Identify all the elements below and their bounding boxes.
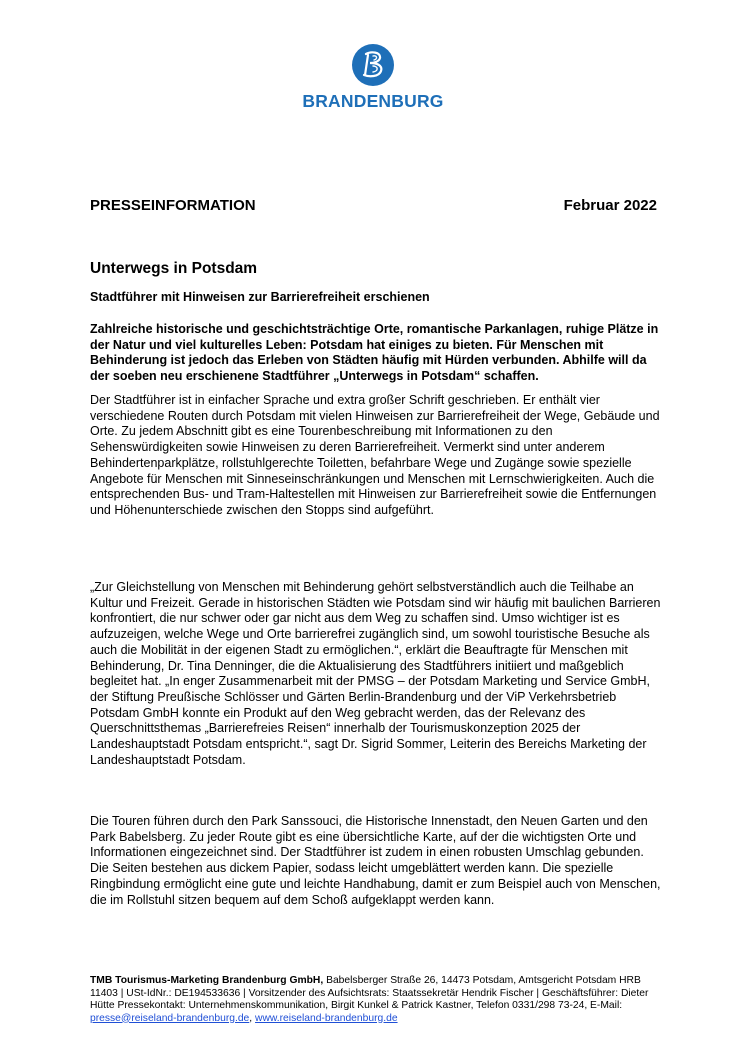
brand-logo bbox=[0, 42, 746, 112]
article-subtitle: Stadtführer mit Hinweisen zur Barrierefreiheit erschienen bbox=[90, 290, 430, 304]
press-label: PRESSEINFORMATION bbox=[90, 197, 256, 214]
body-paragraph-1: Der Stadtführer ist in einfacher Sprache und extra großer Schrift geschrieben. Er enthält vier verschiedene Routen durch Potsdam mit vielen Hinweisen zur Barrierefreiheit der Wege, Gebäude und Orte. Zu jedem Abschnitt gibt es eine Tourenbeschreibung mit Informationen zu den Sehenswürdigkeiten sowie Hinweisen zu deren Barrierefreiheit. Vermerkt sind unter anderem Behindertenparkplätze, rollstuhlgerechte Toiletten, befahrbare Wege und Zugänge sowie spezielle Angebote für Menschen mit Sinneseinschränkungen und Menschen mit Lernschwierigkeiten. Auch die entsprechenden Bus- und Tram-Haltestellen mit Hinweisen zur Barrierefreiheit sowie die Entfernungen und Höhenunterschiede zwischen den Stopps sind aufgeführt. bbox=[90, 393, 660, 517]
lead-paragraph: Zahlreiche historische und geschichtsträchtige Orte, romantische Parkanlagen, ruhige Plätze in der Natur und viel kulturelles Leben: Potsdam hat einiges zu bieten. Für Menschen mit Behinderung ist jedoch das Erleben von Städten häufig mit Hürden verbunden. Abhilfe will da der soeben neu erschienene Stadtführer „Unterwegs in Potsdam“ schaffen. bbox=[90, 322, 659, 384]
footer-text: Babelsberger Straße 26, 14473 Potsdam, Amtsgericht Potsdam HRB 11403 | USt-IdNr.: DE194533636 | Vorsitzender des Aufsichtsrats: Staatssekretär Hendrik Fischer | Geschäftsführer: Dieter Hütte Pressekontakt: Unternehmenskommunikation, Birgit Kunkel & Patrick Kastner, Telefon 0331/298 73-24, E-Mail: bbox=[90, 975, 649, 1011]
article-title: Unterwegs in Potsdam bbox=[90, 260, 258, 277]
footer-website-link[interactable]: www.reiseland-brandenburg.de bbox=[255, 1012, 398, 1024]
brandenburg-logo-icon bbox=[351, 42, 395, 88]
footer-company: TMB Tourismus-Marketing Brandenburg GmbH, bbox=[90, 975, 324, 986]
brand-wordmark: BRANDENBURG bbox=[302, 91, 444, 111]
footer bbox=[90, 975, 660, 1025]
press-date: Februar 2022 bbox=[563, 197, 657, 214]
press-header bbox=[90, 197, 657, 217]
body-paragraph-3: Die Touren führen durch den Park Sanssouci, die Historische Innenstadt, den Neuen Garten und den Park Babelsberg. Zu jeder Route gibt es eine übersichtliche Karte, auf der die wichtigsten Orte und Informationen eingezeichnet sind. Der Stadtführer ist zudem in einen robusten Umschlag gebunden. Die Seiten bestehen aus dickem Papier, sodass leicht umgeblättert werden kann. Die spezielle Ringbindung ermöglicht eine gute und leichte Handhabung, damit er zum Beispiel auch von Menschen, die im Rollstuhl sitzen bequem auf dem Schoß aufgeklappt werden kann. bbox=[90, 814, 661, 907]
footer-email-link[interactable]: presse@reiseland-brandenburg.de bbox=[90, 1012, 250, 1024]
body-paragraph-2: „Zur Gleichstellung von Menschen mit Behinderung gehört selbstverständlich auch die Teilhabe an Kultur und Freizeit. Gerade in historischen Städten wie Potsdam sind wir häufig mit baulichen Barrieren konfrontiert, die nur schwer oder gar nicht aus dem Weg zu schaffen sind. Umso wichtiger ist es aufzuzeigen, welche Wege und Orte barrierefrei zugänglich sind, um sowohl touristische Besuche als auch die Mobilität in der eigenen Stadt zu ermöglichen.“, erklärt die Beauftragte für Menschen mit Behinderung, Dr. Tina Denninger, die die Aktualisierung des Stadtführers initiiert und maßgeblich begleitet hat. „In enger Zusammenarbeit mit der PMSG – der Potsdam Marketing und Service GmbH, der Stiftung Preußische Schlösser und Gärten Berlin-Brandenburg und der ViP Verkehrsbetrieb Potsdam GmbH konnte ein Produkt auf den Weg gebracht werden, das der Relevanz des Querschnittsthemas „Barrierefreies Reisen“ innerhalb der Tourismuskonzeption 2025 der Landeshauptstadt Potsdam entspricht.“, sagt Dr. Sigrid Sommer, Leiterin des Bereichs Marketing der Landeshauptstadt Potsdam. bbox=[90, 580, 661, 767]
footer-separator: , bbox=[249, 1012, 256, 1024]
